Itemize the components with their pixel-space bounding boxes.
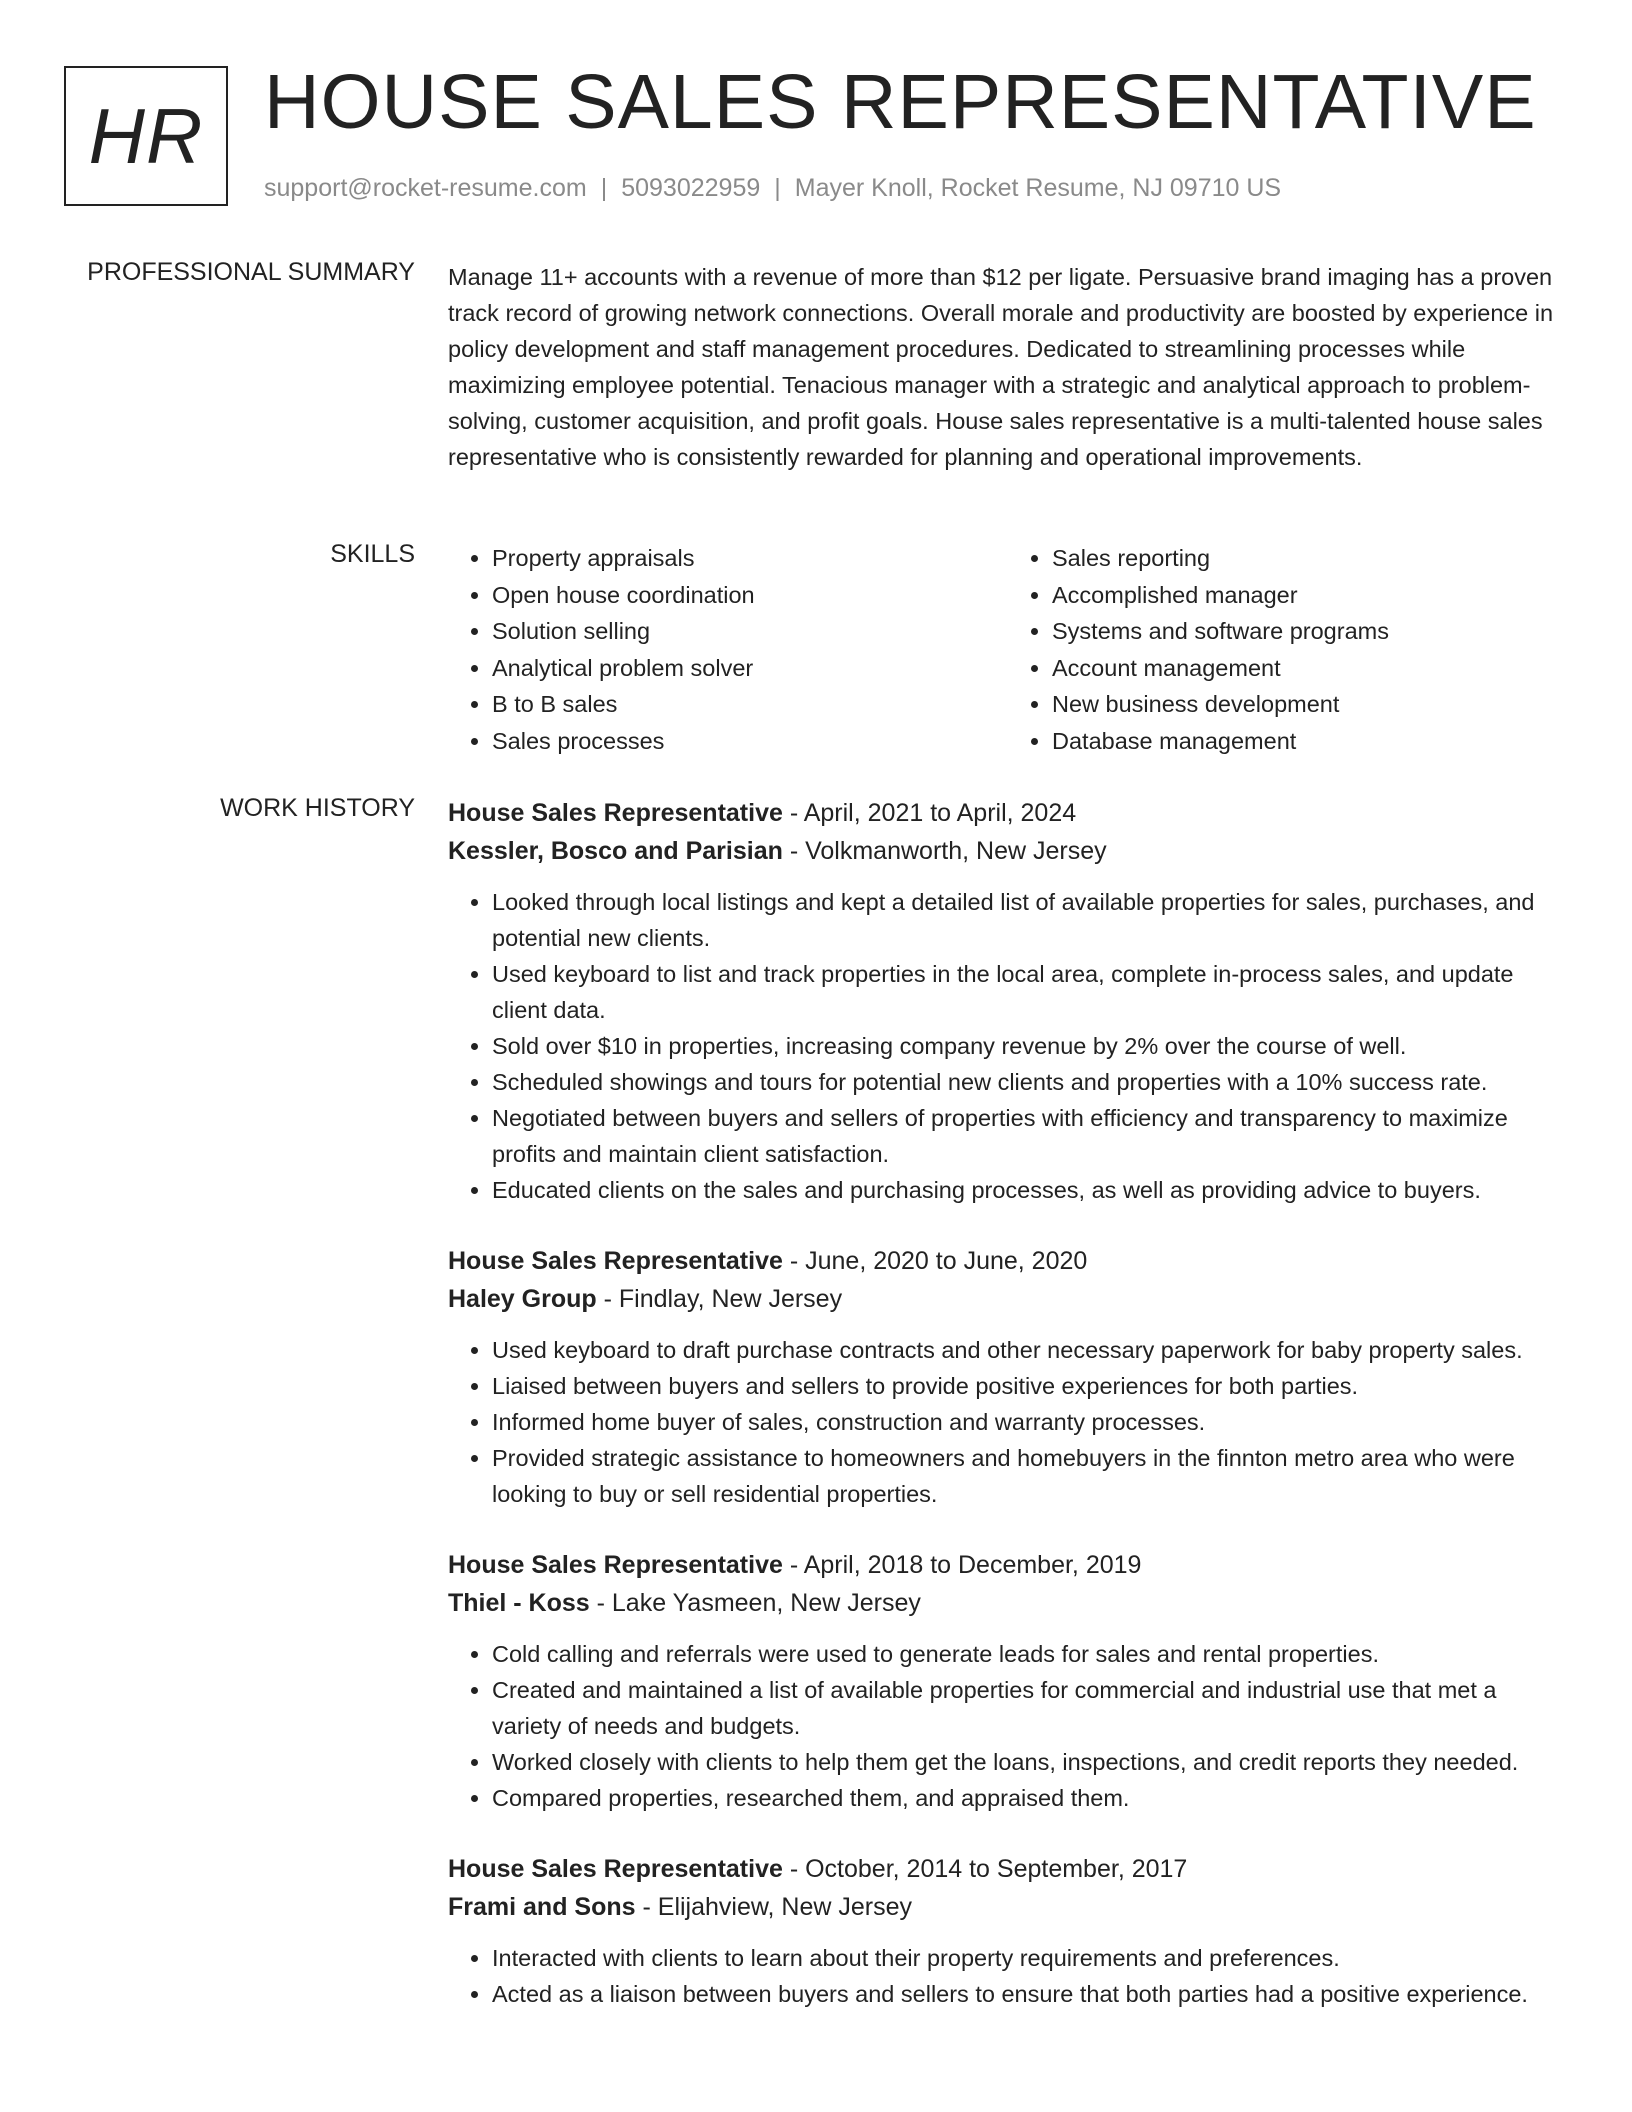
job-company-line	[448, 1888, 1568, 1926]
job-bullets	[448, 1636, 1568, 1816]
job-bullets	[448, 1940, 1568, 2012]
job-bullet: • Used keyboard to draft purchase contracts and other necessary paperwork for baby property sales.	[492, 1332, 1568, 1368]
job-entry	[448, 1242, 1568, 1512]
skills-heading: SKILLS	[330, 540, 415, 568]
summary-text: Manage 11+ accounts with a revenue of more than $12 per ligate. Persuasive brand imaging has a proven track record of growing network connections. Overall morale and productivity are boosted by experience in policy development and staff management procedures. Dedicated to streamlining processes while maximizing employee potential. Tenacious manager with a strategic and analytical approach to problem-solving, customer acquisition, and profit goals. House sales representative is a multi-talented house sales representative who is consistently rewarded for planning and operational improvements.	[448, 264, 1554, 470]
skill-item: • Property appraisals	[492, 540, 1008, 577]
candidate-name: HOUSE SALES REPRESENTATIVE	[264, 59, 1537, 145]
company-location: - Volkmanworth, New Jersey	[782, 837, 1107, 865]
job-bullet: • Looked through local listings and kept a detailed list of available properties for sales, purchases, and potential new clients.	[492, 884, 1568, 956]
job-bullet: • Scheduled showings and tours for potential new clients and properties with a 10% success rate.	[492, 1064, 1568, 1100]
skill-item: • Sales reporting	[1052, 540, 1568, 577]
company-name: Thiel - Koss	[448, 1589, 590, 1617]
job-dates: - April, 2018 to December, 2019	[782, 1551, 1142, 1579]
skill-item: • Solution selling	[492, 613, 1008, 650]
skill-item: • Open house coordination	[492, 577, 1008, 614]
job-title-line	[448, 1546, 1568, 1584]
job-bullet: • Worked closely with clients to help them get the loans, inspections, and credit reports they needed.	[492, 1744, 1568, 1780]
company-location: - Findlay, New Jersey	[596, 1285, 843, 1313]
job-title-line	[448, 1850, 1568, 1888]
contact-separator: |	[774, 174, 781, 202]
job-dates: - April, 2021 to April, 2024	[782, 799, 1077, 827]
company-location: - Lake Yasmeen, New Jersey	[589, 1589, 921, 1617]
job-bullet: • Used keyboard to list and track properties in the local area, complete in-process sales, and update client data.	[492, 956, 1568, 1028]
skill-item: • Database management	[1052, 723, 1568, 760]
skills-list-right	[1008, 540, 1568, 759]
job-company-line	[448, 1584, 1568, 1622]
job-entry	[448, 1546, 1568, 1816]
contact-email: support@rocket-resume.com	[264, 174, 587, 202]
job-dates: - October, 2014 to September, 2017	[782, 1855, 1188, 1883]
job-bullet: • Sold over $10 in properties, increasing company revenue by 2% over the course of well.	[492, 1028, 1568, 1064]
skills-list-left	[448, 540, 1008, 759]
job-entry	[448, 794, 1568, 1208]
job-title: House Sales Representative	[448, 799, 783, 827]
job-bullet: • Compared properties, researched them, and appraised them.	[492, 1780, 1568, 1816]
job-bullet: • Acted as a liaison between buyers and sellers to ensure that both parties had a positive experience.	[492, 1976, 1568, 2012]
resume-header	[64, 59, 1564, 211]
job-title: House Sales Representative	[448, 1551, 783, 1579]
job-bullet: • Provided strategic assistance to homeowners and homebuyers in the finnton metro area who were looking to buy or sell residential properties.	[492, 1440, 1568, 1512]
company-name: Frami and Sons	[448, 1893, 636, 1921]
skill-item: • Accomplished manager	[1052, 577, 1568, 614]
skill-item: • Account management	[1052, 650, 1568, 687]
skill-item: • Analytical problem solver	[492, 650, 1008, 687]
skill-item: • New business development	[1052, 686, 1568, 723]
job-company-line	[448, 832, 1568, 870]
job-bullet: • Liaised between buyers and sellers to provide positive experiences for both parties.	[492, 1368, 1568, 1404]
skill-item: • B to B sales	[492, 686, 1008, 723]
job-company-line	[448, 1280, 1568, 1318]
job-bullet: • Created and maintained a list of available properties for commercial and industrial use that met a variety of needs and budgets.	[492, 1672, 1568, 1744]
work-history-heading: WORK HISTORY	[220, 794, 415, 822]
job-bullets	[448, 884, 1568, 1208]
skill-item: • Systems and software programs	[1052, 613, 1568, 650]
job-bullet: • Educated clients on the sales and purchasing processes, as well as providing advice to buyers.	[492, 1172, 1568, 1208]
job-bullet: • Negotiated between buyers and sellers of properties with efficiency and transparency to maximize profits and maintain client satisfaction.	[492, 1100, 1568, 1172]
skill-item: • Sales processes	[492, 723, 1008, 760]
monogram-logo: HR	[64, 66, 228, 206]
company-name: Haley Group	[448, 1285, 597, 1313]
job-bullet: • Cold calling and referrals were used to generate leads for sales and rental properties.	[492, 1636, 1568, 1672]
company-name: Kessler, Bosco and Parisian	[448, 837, 783, 865]
job-title: House Sales Representative	[448, 1247, 783, 1275]
job-entry	[448, 1850, 1568, 2012]
job-bullets	[448, 1332, 1568, 1512]
job-title: House Sales Representative	[448, 1855, 783, 1883]
job-title-line	[448, 794, 1568, 832]
job-list	[448, 794, 1568, 2046]
contact-line	[264, 174, 1281, 203]
summary-heading: PROFESSIONAL SUMMARY	[87, 258, 415, 286]
company-location: - Elijahview, New Jersey	[635, 1893, 913, 1921]
contact-phone: 5093022959	[621, 174, 761, 202]
job-bullet: • Interacted with clients to learn about their property requirements and preferences.	[492, 1940, 1568, 1976]
job-title-line	[448, 1242, 1568, 1280]
contact-address: Mayer Knoll, Rocket Resume, NJ 09710 US	[794, 174, 1282, 202]
job-dates: - June, 2020 to June, 2020	[782, 1247, 1088, 1275]
job-bullet: • Informed home buyer of sales, construction and warranty processes.	[492, 1404, 1568, 1440]
contact-separator: |	[600, 174, 608, 202]
